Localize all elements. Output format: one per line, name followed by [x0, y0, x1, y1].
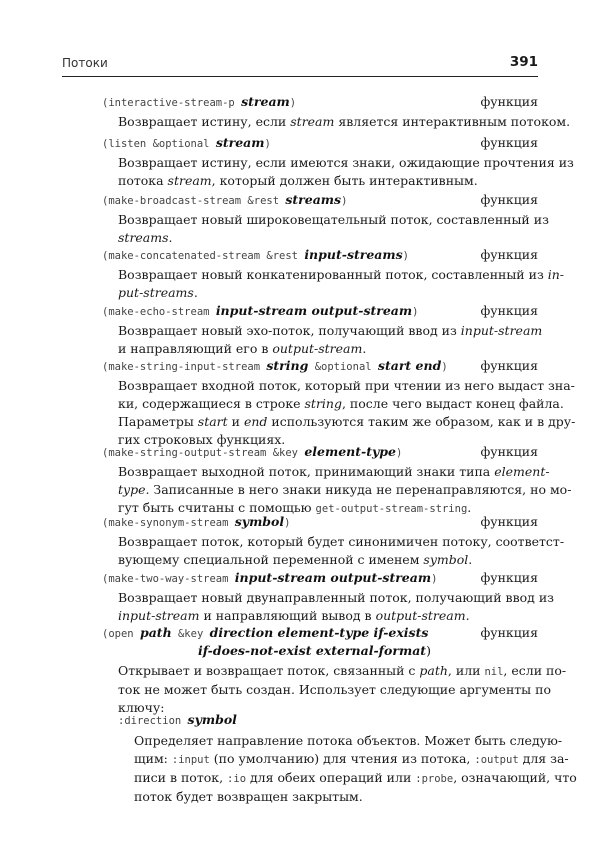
keyword-arg-description: Определяет направление потока объектов. Может быть следую- щим: :input (по умолчанию) для чтения из потока, :output для за- писи в поток, :io для обеих операций или :probe, означающий, что поток будет возвращен закрытым. [134, 733, 577, 804]
function-name: make-string-input-stream [108, 361, 261, 373]
lambda-keyword: &rest [247, 195, 280, 207]
function-signature: (make-two-way-stream input-stream output-stream) [102, 570, 438, 585]
keyword-arg: symbol [187, 712, 237, 727]
function-description: Возвращает выходной поток, принимающий знаки типа element- type. Записанные в него знаки никуда не перенаправляются, но мо- гут быть считаны с помощью get-output-stream-string. [118, 464, 572, 515]
function-signature: (make-string-output-stream &key element-type) [102, 444, 403, 459]
kind-label: функция [480, 444, 538, 459]
function-args: input-stream output-stream [215, 303, 413, 318]
function-name: make-broadcast-stream [108, 195, 242, 207]
lambda-keyword: &optional [152, 138, 210, 150]
lambda-keyword: &optional [314, 361, 372, 373]
function-signature: (interactive-stream-p stream) [102, 94, 297, 109]
function-name: open [108, 628, 134, 640]
function-signature: (make-concatenated-stream &rest input-streams) [102, 247, 409, 262]
lambda-keyword: &key [272, 447, 298, 459]
section-title: Потоки [62, 56, 108, 70]
function-args: input-streams [304, 247, 403, 262]
function-signature: (open path &key direction element-type if-exists [102, 625, 429, 640]
function-description: Возвращает поток, который будет синонимичен потоку, соответст- вующему специальной переменной с именем symbol. [118, 534, 565, 567]
function-description: Возвращает новый двунаправленный поток, получающий ввод из input-stream и направляющий вывод в output-stream. [118, 590, 554, 623]
kind-label: функция [480, 247, 538, 262]
function-args: element-type [304, 444, 396, 459]
function-signature-continuation: if-does-not-exist external-format) [198, 643, 431, 658]
function-description: Возвращает входной поток, который при чтении из него выдаст зна- ки, содержащиеся в строке string, после чего выдаст конец файла. Параметры start и end используются таким же образом, как и в дру- гих строковых функциях. [118, 378, 576, 447]
kind-label: функция [480, 570, 538, 585]
function-name: interactive-stream-p [108, 97, 235, 109]
function-description: Возвращает истину, если stream является интерактивным потоком. [118, 114, 571, 129]
lambda-keyword: &key [177, 628, 204, 640]
function-name: make-synonym-stream [108, 517, 229, 529]
function-description: Возвращает истину, если имеются знаки, ожидающие прочтения из потока stream, который должен быть интерактивным. [118, 155, 574, 188]
function-signature: (make-broadcast-stream &rest streams) [102, 192, 348, 207]
running-header [62, 56, 538, 77]
kind-label: функция [480, 303, 538, 318]
function-description: Возвращает новый широковещательный поток, составленный из streams. [118, 212, 549, 245]
function-signature: (make-string-input-stream string &optional start end) [102, 358, 448, 373]
function-description: Возвращает новый конкатенированный поток, составленный из in- put-streams. [118, 267, 565, 300]
function-args: stream [241, 94, 290, 109]
function-signature: (make-synonym-stream symbol) [102, 514, 291, 529]
lambda-keyword: &rest [266, 250, 298, 262]
function-description: Открывает и возвращает поток, связанный с path, или nil, если по- ток не может быть создан. Использует следующие аргументы по ключу: [118, 663, 567, 715]
function-args: symbol [234, 514, 285, 529]
function-args: path [139, 625, 172, 640]
function-name: make-concatenated-stream [108, 250, 261, 262]
function-description: Возвращает новый эхо-поток, получающий ввод из input-stream и направляющий его в output-stream. [118, 323, 543, 356]
function-signature: (make-echo-stream input-stream output-stream) [102, 303, 419, 318]
kind-label: функция [480, 135, 538, 150]
kind-label: функция [480, 94, 538, 109]
function-signature: (listen &optional stream) [102, 135, 271, 150]
kind-label: функция [480, 192, 538, 207]
function-name: listen [108, 138, 147, 150]
page-number: 391 [509, 54, 538, 70]
function-args-optional: start end [377, 358, 442, 373]
kind-label: функция [480, 514, 538, 529]
function-name: make-string-output-stream [108, 447, 267, 459]
function-name: make-two-way-stream [108, 573, 229, 585]
function-args-key: direction element-type if-exists [209, 625, 429, 640]
function-args: string [266, 358, 309, 373]
keyword-name: :direction [118, 715, 182, 727]
function-name: make-echo-stream [108, 306, 210, 318]
keyword-arg-signature [118, 712, 237, 727]
kind-label: функция [480, 358, 538, 373]
function-args: stream [215, 135, 265, 150]
kind-label: функция [480, 625, 538, 640]
function-args: streams [285, 192, 342, 207]
function-args: input-stream output-stream [234, 570, 432, 585]
